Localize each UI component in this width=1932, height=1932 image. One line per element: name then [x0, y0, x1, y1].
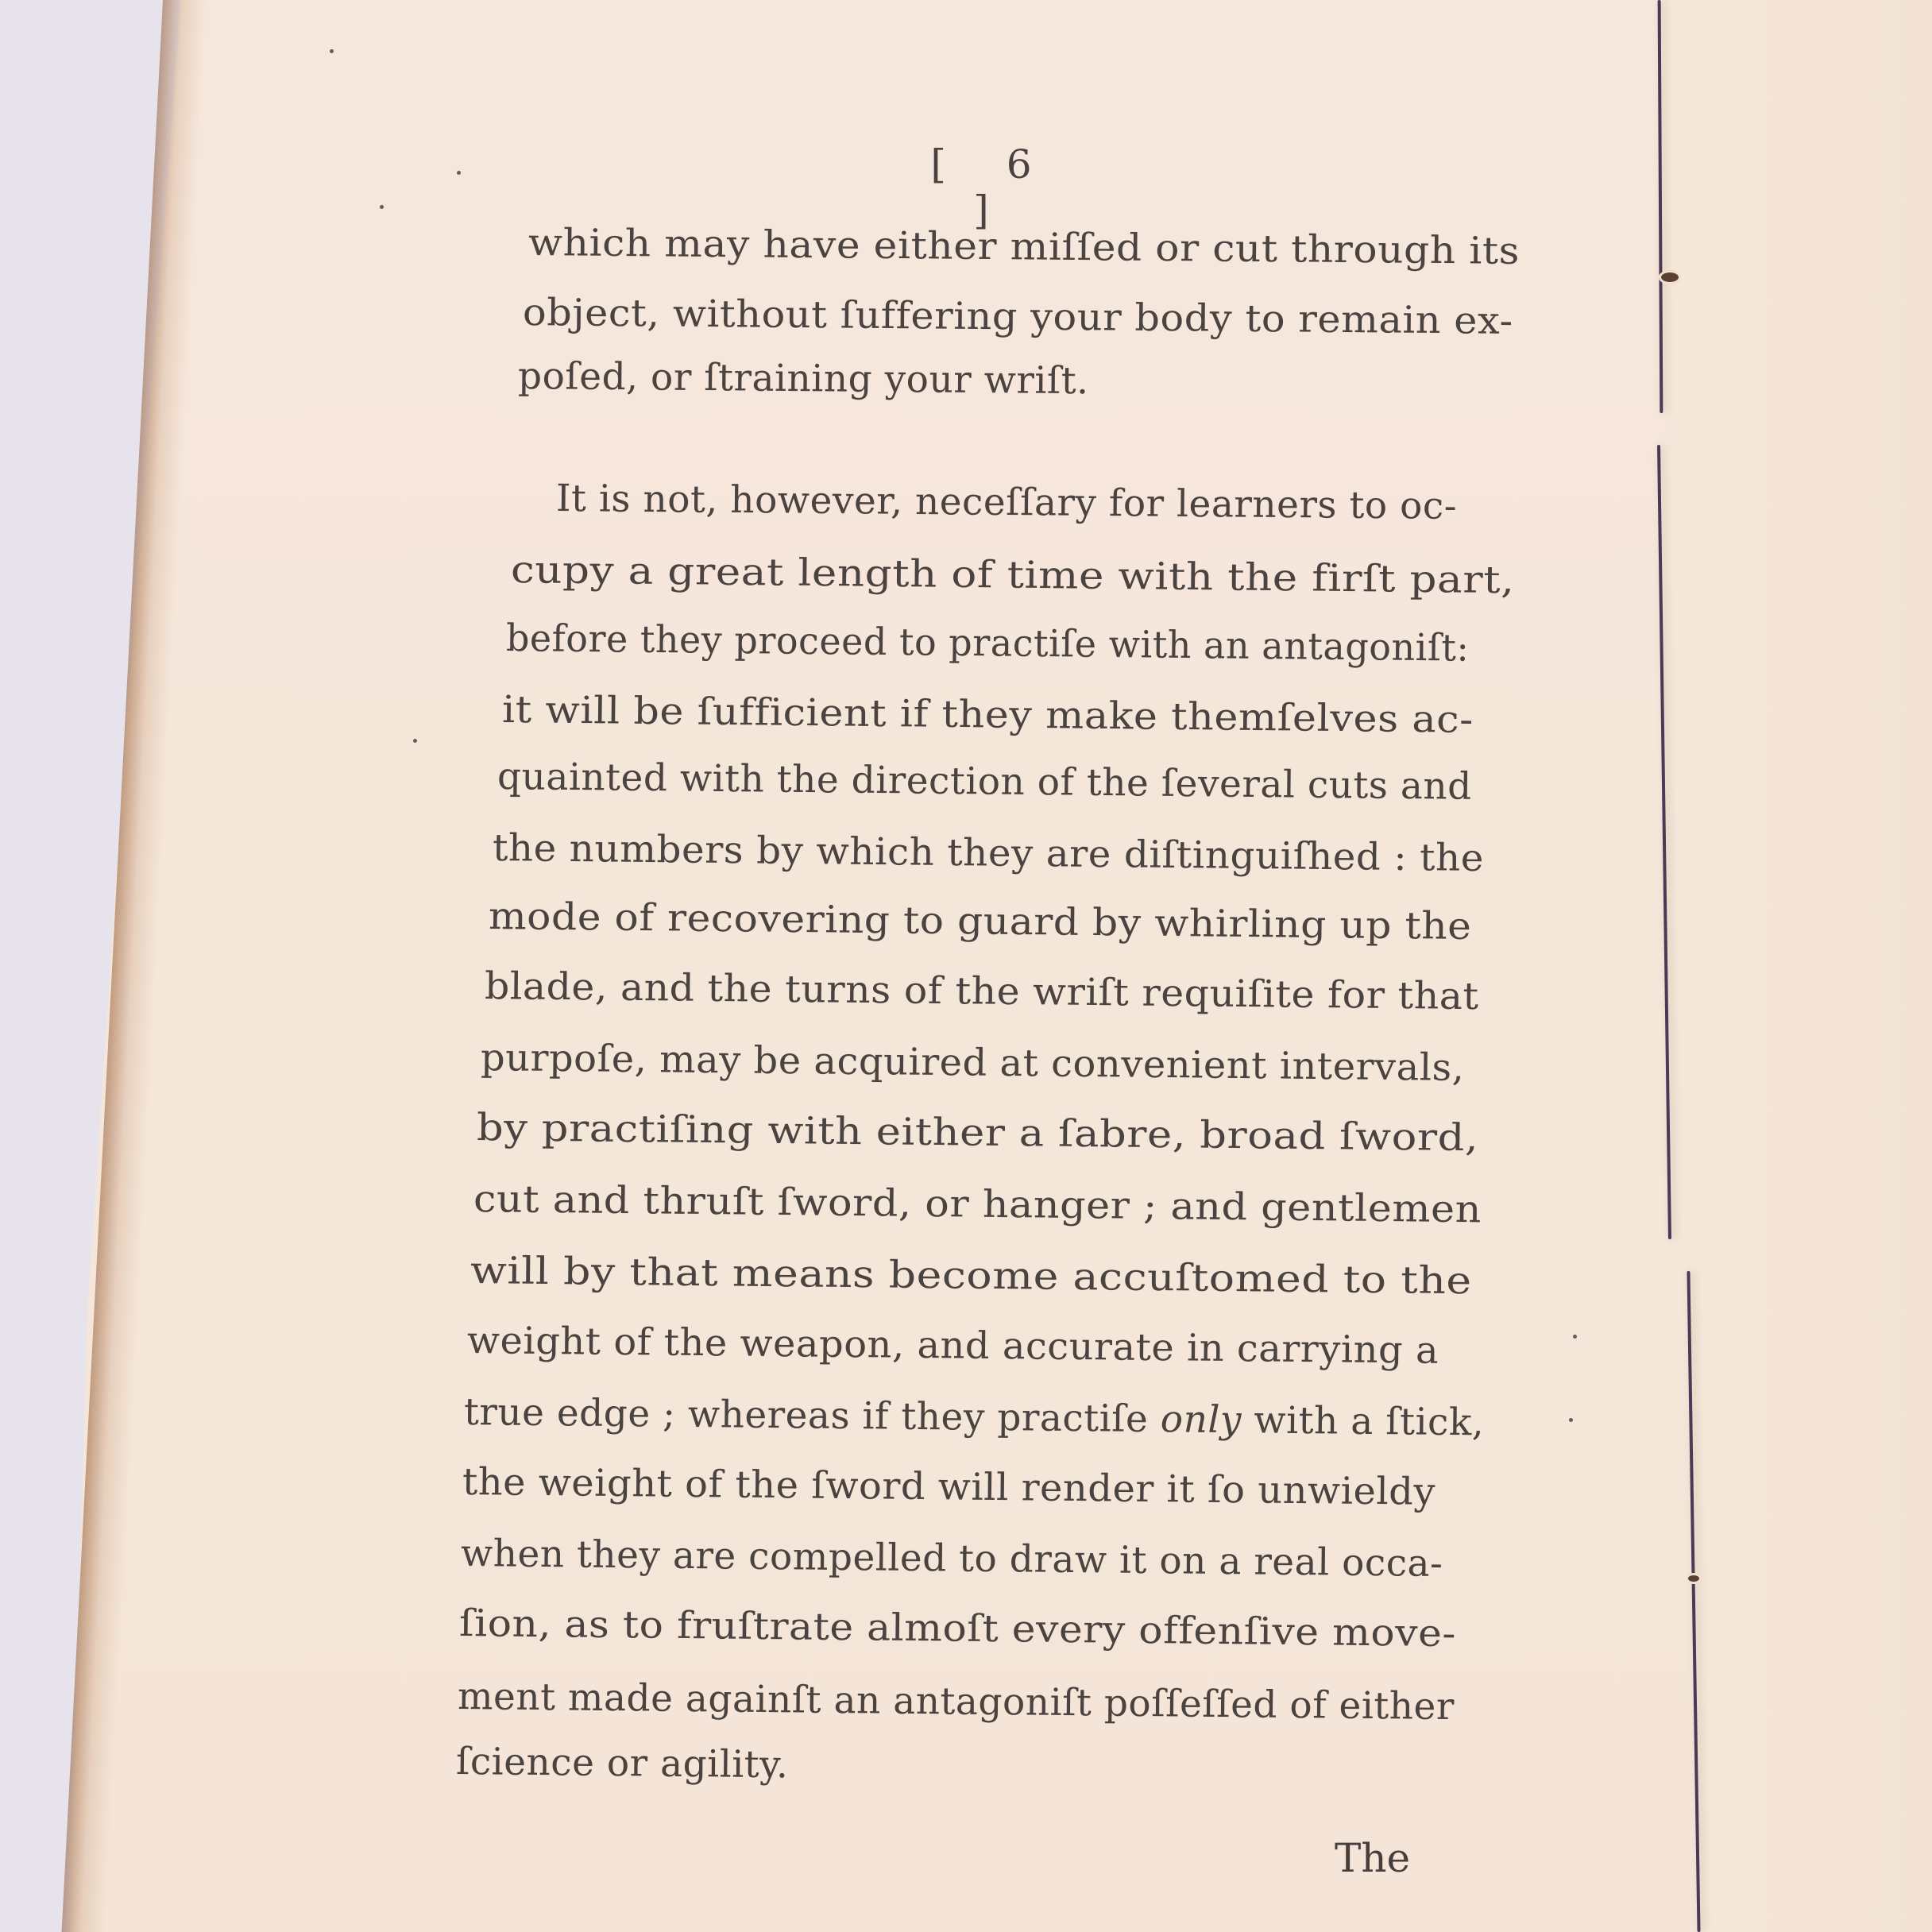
text-line: cut and thruſt ſword, or hanger ; and gentlemen	[473, 1177, 1482, 1232]
text-line: by practiſing with either a ſabre, broad ſword,	[476, 1106, 1479, 1161]
italic-emphasis: only	[1160, 1397, 1242, 1443]
text-line: mode of recovering to guard by whirling up the	[488, 895, 1472, 949]
text-line: before they proceed to practiſe with an antagoniſt:	[505, 616, 1470, 670]
text-line: which may have either miſſed or cut through its	[527, 221, 1520, 273]
catchword: The	[1335, 1835, 1411, 1881]
text-line: cupy a great length of time with the firſt part,	[510, 548, 1515, 603]
page-number: [ 6 ]	[930, 141, 1056, 234]
text-line: the weight of the ſword will render it ſo unwieldy	[462, 1460, 1436, 1514]
text-line: quainted with the direction of the ſeveral cuts and	[497, 755, 1473, 809]
text-line: will by that means become accuſtomed to the	[469, 1249, 1473, 1304]
text-line: ſcience or agility.	[455, 1740, 789, 1787]
text-line: the numbers by which they are diſtinguiſhed : the	[492, 826, 1485, 881]
text-line: blade, and the turns of the wriſt requiſite for that	[484, 964, 1479, 1019]
text-line: purpoſe, may be acquired at convenient intervals,	[480, 1036, 1465, 1090]
text-line: weight of the weapon, and accurate in carrying a	[466, 1319, 1439, 1373]
text-line: ment made againſt an antagoniſt poſſeſſed of either	[457, 1675, 1455, 1729]
line-text: with a ſtick,	[1241, 1398, 1485, 1445]
text-line: ſion, as to fruſtrate almoſt every offenſive move-	[458, 1602, 1457, 1656]
text-line: object, without ſuffering your body to remain ex-	[522, 291, 1513, 343]
line-text: true edge ; whereas if they practiſe	[463, 1390, 1161, 1442]
text-line: when they are compelled to draw it on a real occa-	[460, 1532, 1443, 1586]
text-line	[464, 1390, 1485, 1444]
text-line: it will be ſufficient if they make themſelves ac-	[501, 688, 1474, 742]
text-line: poſed, or ſtraining your wriſt.	[517, 354, 1089, 404]
text-line: It is not, however, neceſſary for learners to oc-	[555, 477, 1458, 528]
